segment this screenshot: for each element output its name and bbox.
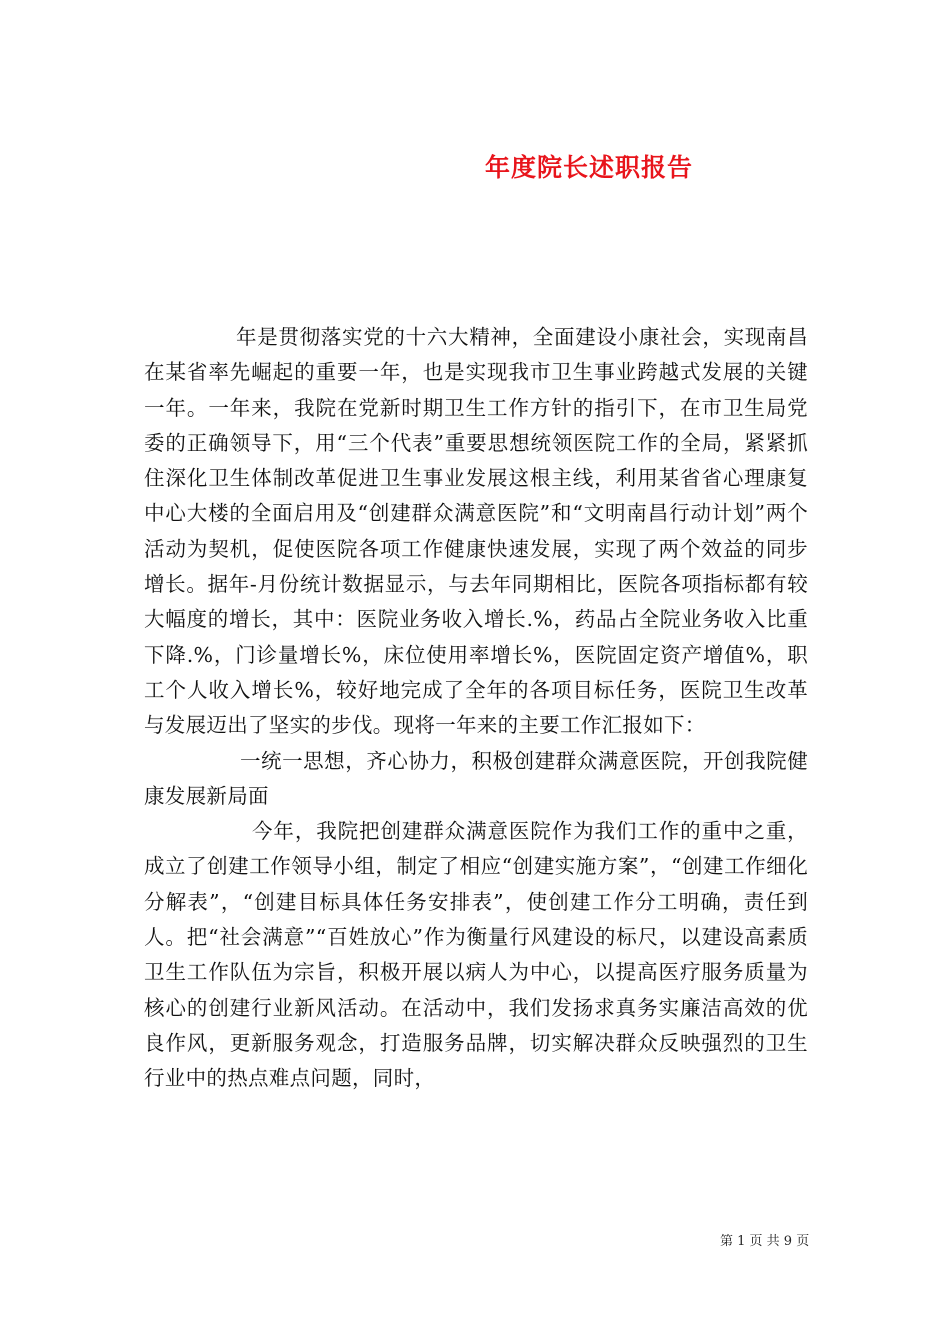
section-heading: 一统一思想，齐心协力，积极创建群众满意医院，开创我院健康发展新局面: [144, 748, 808, 808]
document-title: 年度院长述职报告: [484, 152, 693, 182]
paragraph-section-body: 今年，我院把创建群众满意医院作为我们工作的重中之重，成立了创建工作领导小组，制定了相应“创建实施方案”，“创建工作细化分解表”，“创建目标具体任务安排表”，使创建工作分工明确，责任到人。把“社会满意”“百姓放心”作为衡量行风建设的标尺，以建设高素质卫生工作队伍为宗旨，积极开展以病人为中心，以提高医疗服务质量为核心的创建行业新风活动。在活动中，我们发扬求真务实廉洁高效的优良作风，更新服务观念，打造服务品牌，切实解决群众反映强烈的卫生行业中的热点难点问题，同时，: [144, 819, 808, 1091]
document-body: [144, 320, 808, 1097]
paragraph-intro: 年是贯彻落实党的十六大精神，全面建设小康社会，实现南昌在某省率先崛起的重要一年，也是实现我市卫生事业跨越式发展的关键一年。一年来，我院在党新时期卫生工作方针的指引下，在市卫生局党委的正确领导下，用“三个代表”重要思想统领医院工作的全局，紧紧抓住深化卫生体制改革促进卫生事业发展这根主线，利用某省省心理康复中心大楼的全面启用及“创建群众满意医院”和“文明南昌行动计划”两个活动为契机，促使医院各项工作健康快速发展，实现了两个效益的同步增长。据年-月份统计数据显示，与去年同期相比，医院各项指标都有较大幅度的增长，其中：医院业务收入增长.%，药品占全院业务收入比重下降.%，门诊量增长%，床位使用率增长%，医院固定资产增值%，职工个人收入增长%，较好地完成了全年的各项目标任务，医院卫生改革与发展迈出了坚实的步伐。现将一年来的主要工作汇报如下：: [144, 325, 808, 738]
page-number-footer: 第 1 页 共 9 页: [720, 1234, 810, 1249]
